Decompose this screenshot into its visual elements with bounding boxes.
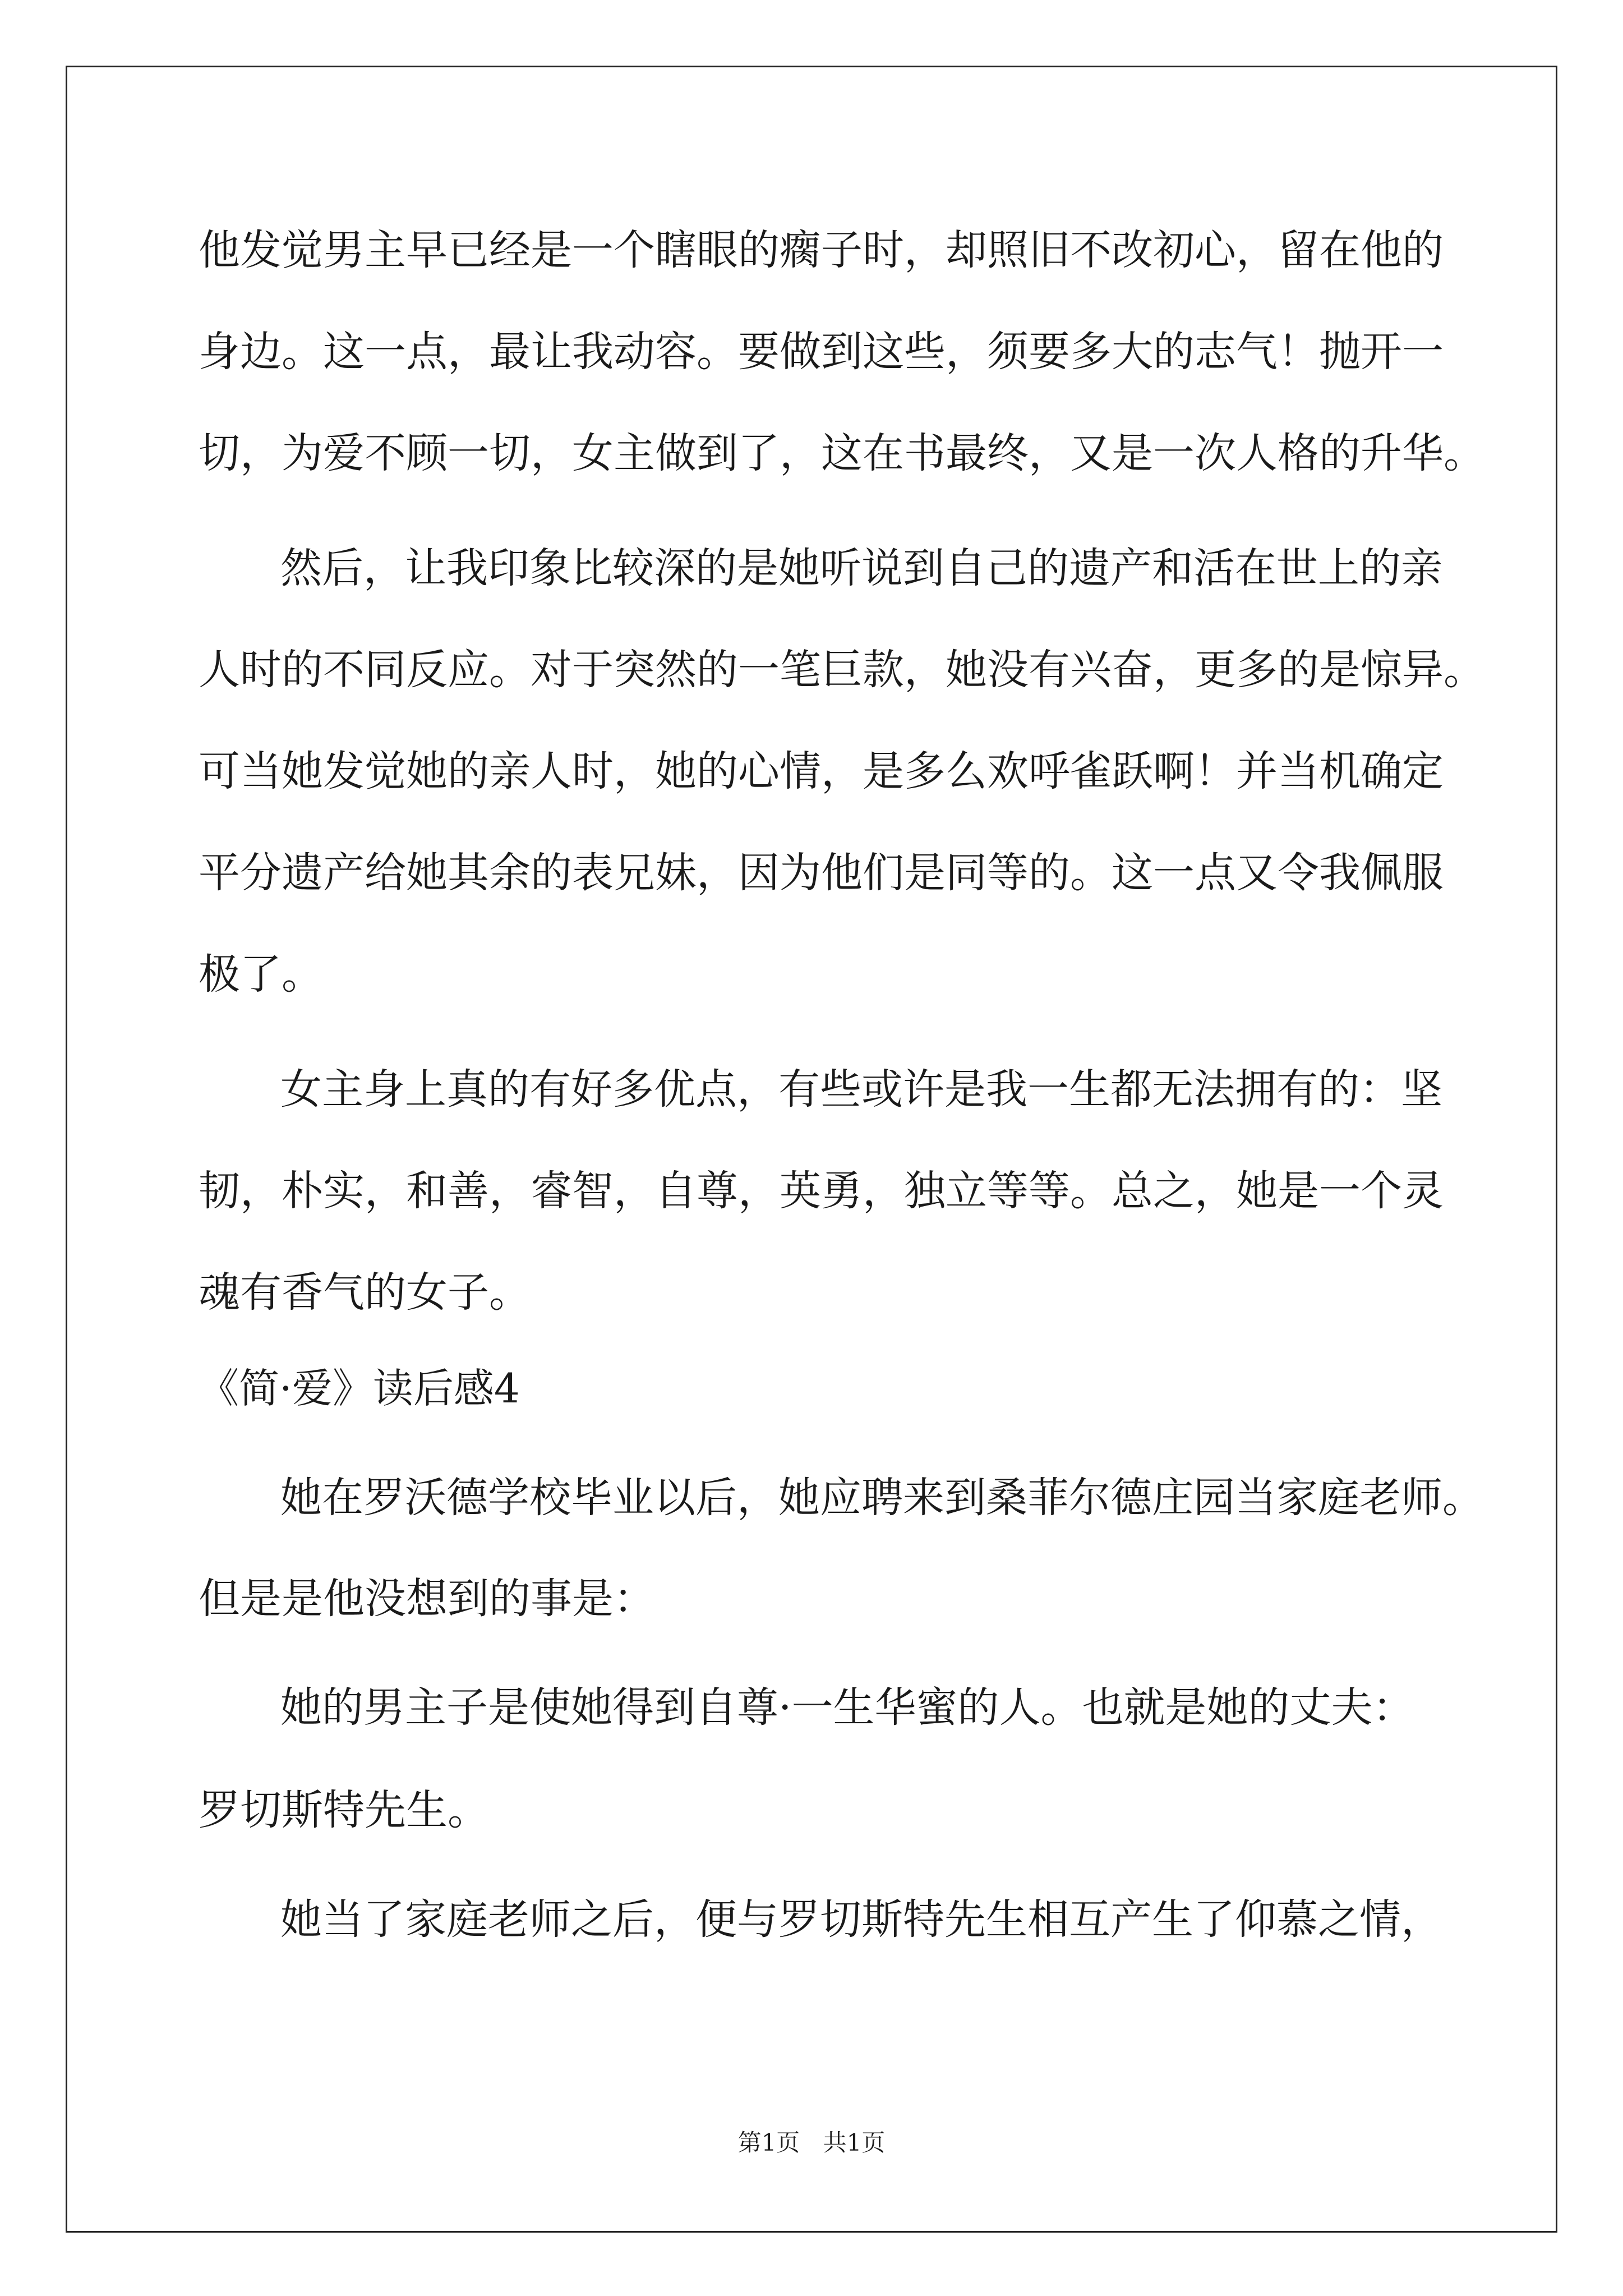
paragraph-line: 罗切斯特先生。 (199, 1786, 489, 1834)
paragraph-line: 韧，朴实，和善，睿智，自尊，英勇，独立等等。总之，她是一个灵 (199, 1167, 1444, 1215)
page-total: 共1页 (823, 2129, 886, 2156)
section-heading: 《简·爱》读后感4 (199, 1365, 520, 1412)
paragraph-line: 但是是他没想到的事是： (199, 1575, 655, 1623)
paragraph-line: 切，为爱不顾一切，女主做到了，这在书最终，又是一次人格的升华。 (199, 429, 1485, 477)
paragraph-line: 身边。这一点，最让我动容。要做到这些，须要多大的志气！抛开一 (199, 328, 1444, 376)
paragraph-line: 她的男主子是使她得到自尊·一生华蜜的人。也就是她的丈夫： (280, 1683, 1414, 1732)
paragraph-line: 她在罗沃德学校毕业以后，她应聘来到桑菲尔德庄园当家庭老师。 (280, 1474, 1484, 1522)
paragraph-line: 人时的不同反应。对于突然的一笔巨款，她没有兴奋，更多的是惊异。 (199, 646, 1485, 694)
paragraph-line: 女主身上真的有好多优点，有些或许是我一生都无法拥有的：坚 (280, 1065, 1442, 1114)
page-footer (0, 2126, 1623, 2160)
paragraph-line: 她当了家庭老师之后，便与罗切斯特先生相互产生了仰慕之情， (280, 1895, 1442, 1944)
paragraph-line: 平分遗产给她其余的表兄妹，因为他们是同等的。这一点又令我佩服 (199, 849, 1444, 897)
page-number: 第1页 (737, 2129, 800, 2156)
paragraph-line: 然后，让我印象比较深的是她听说到自己的遗产和活在世上的亲 (280, 544, 1442, 592)
paragraph-line: 魂有香气的女子。 (199, 1268, 531, 1317)
paragraph-line: 极了。 (199, 950, 323, 999)
paragraph-line: 可当她发觉她的亲人时，她的心情，是多么欢呼雀跃啊！并当机确定 (199, 747, 1444, 795)
paragraph-line: 他发觉男主早已经是一个瞎眼的瘸子时，却照旧不改初心，留在他的 (199, 226, 1444, 274)
